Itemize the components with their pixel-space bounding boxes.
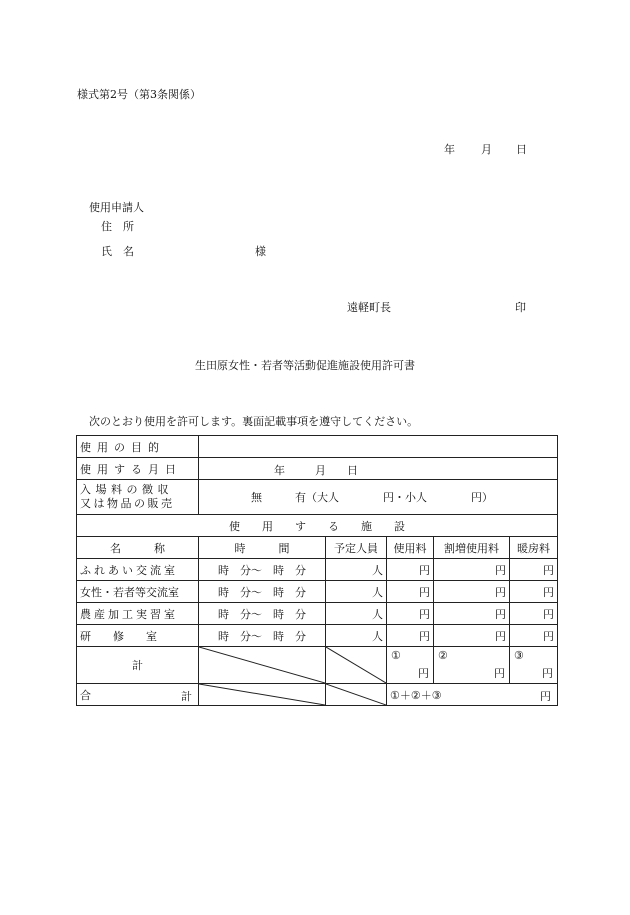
col-name: 名 称: [77, 537, 199, 559]
address-label: 住 所: [101, 220, 134, 233]
total-label-1: 合: [80, 688, 91, 702]
subtotal-marker-3: ③: [514, 649, 524, 662]
subtotal-time-blank: [199, 647, 326, 684]
document-title: 生田原女性・若者等活動促進施設使用許可書: [195, 359, 415, 372]
facility-heating: 円: [510, 559, 558, 581]
facility-extra: 円: [434, 625, 510, 647]
facility-header: 使 用 す る 施 設: [77, 515, 558, 537]
applicant-title: 使用申請人: [89, 201, 144, 214]
date-day: 日: [516, 143, 527, 156]
total-label: [77, 684, 199, 706]
facility-people: 人: [326, 559, 387, 581]
facility-time: 時 分〜 時 分: [199, 603, 326, 625]
table-row: [77, 581, 558, 603]
subtotal-marker-1: ①: [391, 649, 401, 662]
diagonal-line: [326, 684, 386, 705]
total-formula: ①＋②＋③: [390, 688, 442, 702]
col-fee: 使用料: [387, 537, 434, 559]
intro-text: 次のとおり使用を許可します。裏面記載事項を遵守してください。: [89, 415, 419, 428]
use-date-day: 日: [347, 464, 358, 477]
use-date-label: 使用する月日: [77, 458, 199, 480]
total-label-2: 計: [181, 690, 192, 703]
purpose-row: [77, 436, 558, 458]
fee-value: 無 有（大人 円・小人 円）: [199, 480, 558, 515]
purpose-label: 使用の目的: [77, 436, 199, 458]
col-extra-fee: 割増使用料: [434, 537, 510, 559]
date-year: 年: [444, 143, 455, 156]
facility-time: 時 分〜 時 分: [199, 559, 326, 581]
facility-extra: 円: [434, 603, 510, 625]
subtotal-row: [77, 647, 558, 684]
facility-extra: 円: [434, 581, 510, 603]
fee-row: [77, 480, 558, 515]
facility-fee: 円: [387, 559, 434, 581]
fee-label: [77, 480, 199, 515]
table-row: [77, 603, 558, 625]
facility-people: 人: [326, 581, 387, 603]
total-time-blank: [199, 684, 326, 706]
facility-fee: 円: [387, 603, 434, 625]
facility-header-row: [77, 515, 558, 537]
name-label: 氏 名: [101, 245, 134, 258]
facility-name: 農産加工実習室: [77, 603, 199, 625]
subtotal-marker-2: ②: [438, 649, 448, 662]
seal-mark: 印: [515, 301, 526, 314]
subtotal-extra: [434, 647, 510, 684]
use-date-year: 年: [274, 464, 285, 477]
table-row: [77, 559, 558, 581]
fee-label-line1: 入場料の徴収: [80, 483, 173, 496]
purpose-value: [199, 436, 558, 458]
facility-people: 人: [326, 603, 387, 625]
facility-name: 女性・若者等交流室: [77, 581, 199, 603]
table-row: [77, 625, 558, 647]
facility-name: ふれあい交流室: [77, 559, 199, 581]
facility-heating: 円: [510, 581, 558, 603]
use-date-value: [199, 458, 558, 480]
total-yen: 円: [540, 690, 552, 703]
facility-name: 研 修 室: [77, 625, 199, 647]
diagonal-line: [199, 684, 325, 705]
use-date-month: 月: [315, 464, 326, 477]
col-people: 予定人員: [326, 537, 387, 559]
facility-extra: 円: [434, 559, 510, 581]
column-header-row: [77, 537, 558, 559]
honorific: 様: [255, 245, 266, 258]
facility-heating: 円: [510, 625, 558, 647]
facility-time: 時 分〜 時 分: [199, 625, 326, 647]
total-row: [77, 684, 558, 706]
fee-label-line2: 又は物品の販売: [80, 497, 175, 510]
diagonal-line: [199, 647, 325, 683]
subtotal-yen-3: 円: [542, 667, 554, 680]
facility-fee: 円: [387, 625, 434, 647]
permit-table: [76, 435, 558, 706]
facility-time: 時 分〜 時 分: [199, 581, 326, 603]
facility-heating: 円: [510, 603, 558, 625]
subtotal-heating: [510, 647, 558, 684]
total-value: [387, 684, 558, 706]
diagonal-line: [326, 647, 386, 683]
col-heating: 暖房料: [510, 537, 558, 559]
total-people-blank: [326, 684, 387, 706]
date-row: [77, 458, 558, 480]
subtotal-yen-1: 円: [418, 667, 429, 680]
facility-people: 人: [326, 625, 387, 647]
subtotal-label: 計: [77, 647, 199, 684]
issuer-name: 遠軽町長: [347, 301, 391, 314]
subtotal-fee: [387, 647, 434, 684]
facility-fee: 円: [387, 581, 434, 603]
date-month: 月: [481, 143, 492, 156]
subtotal-yen-2: 円: [494, 667, 505, 680]
col-time: 時 間: [199, 537, 326, 559]
form-number: 様式第2号（第3条関係）: [77, 88, 201, 101]
subtotal-people-blank: [326, 647, 387, 684]
